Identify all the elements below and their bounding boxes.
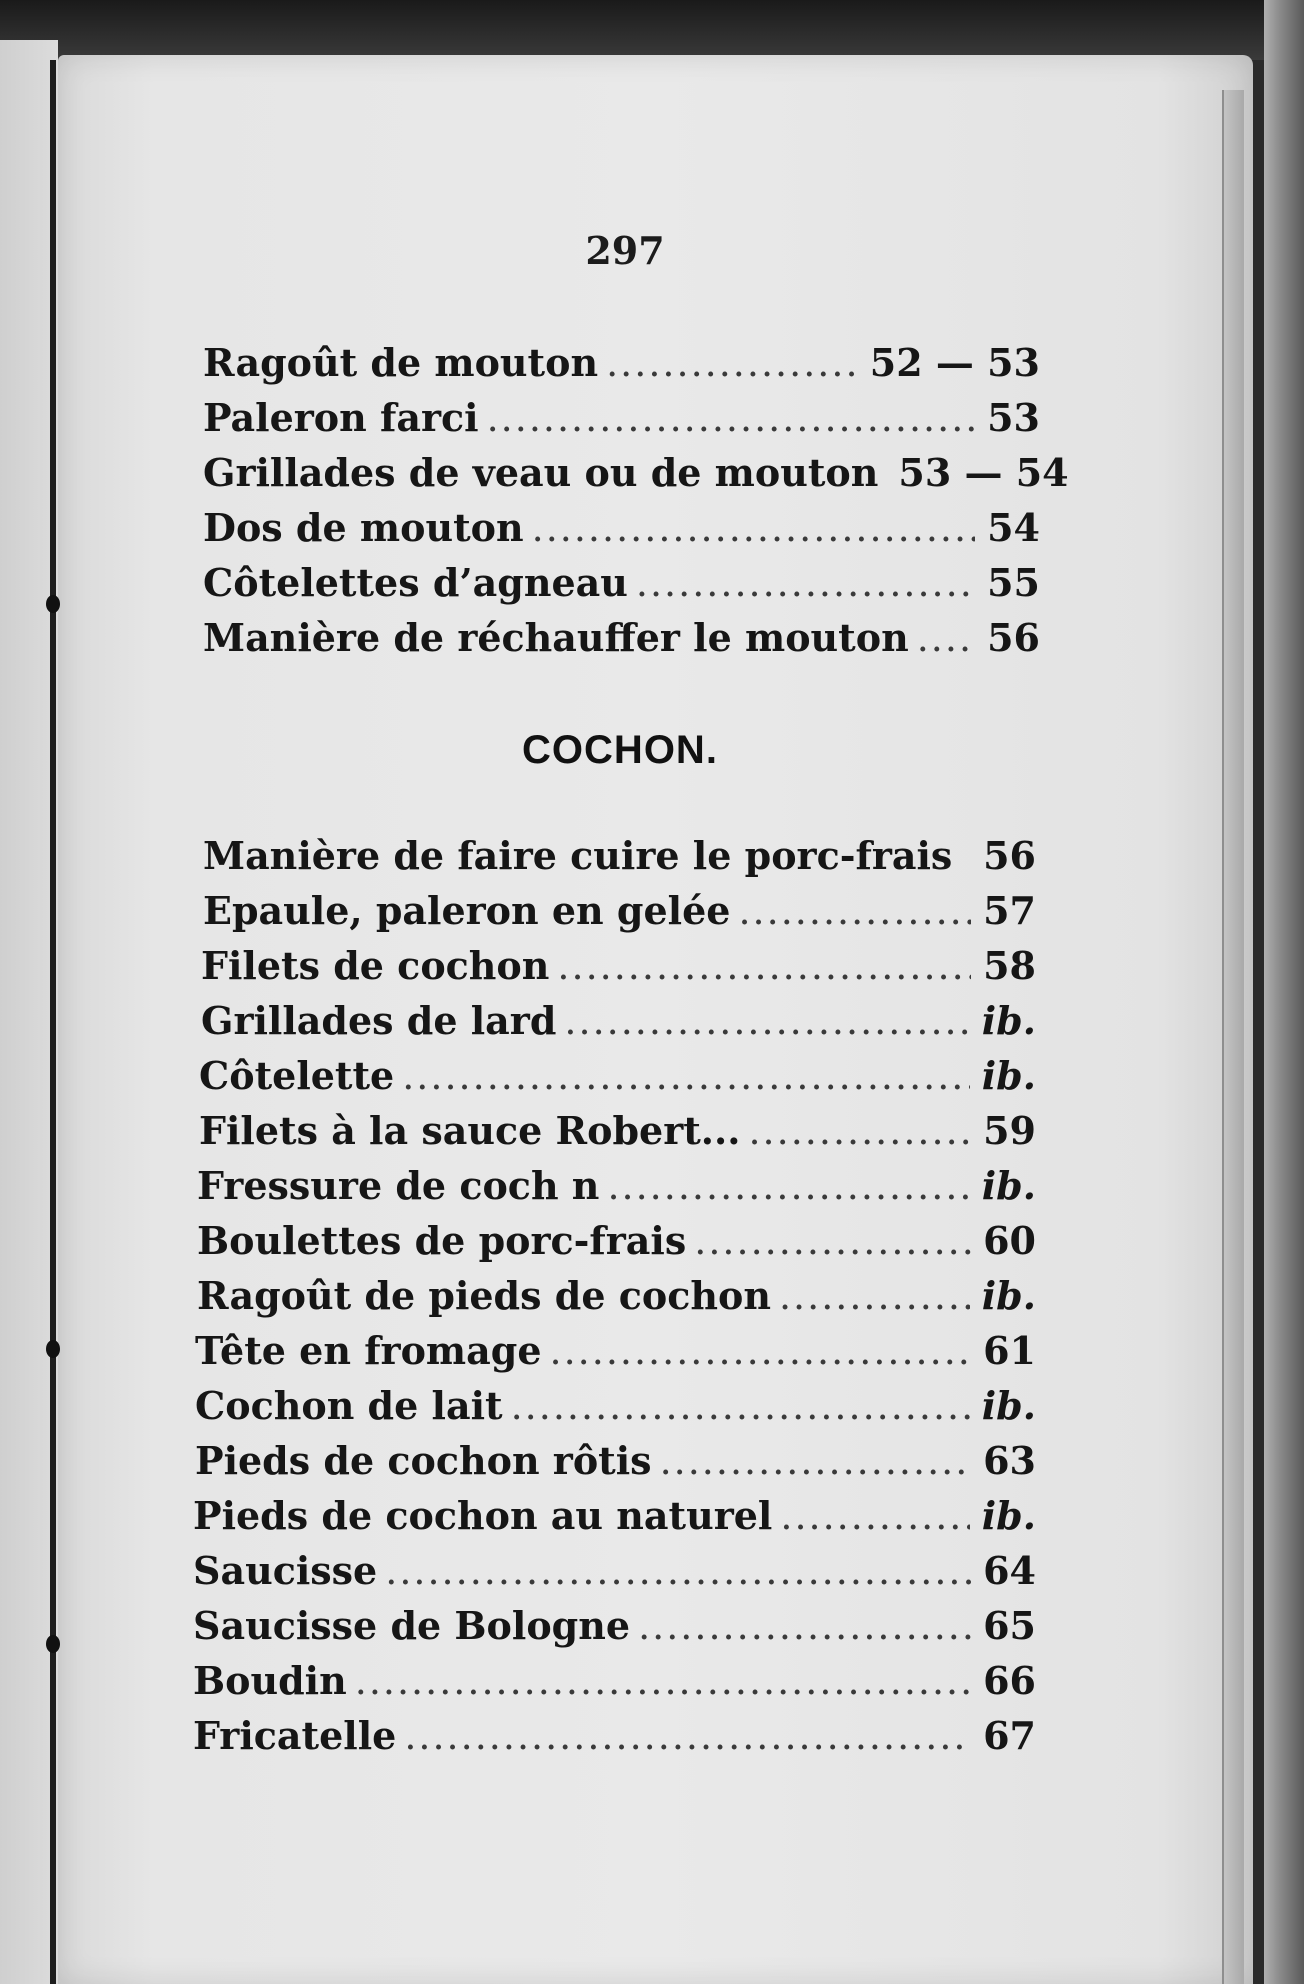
entry-title: Saucisse <box>193 1548 378 1593</box>
binding-knot <box>46 1340 60 1358</box>
index-entry <box>203 505 1040 555</box>
entry-title: Filets de cochon <box>201 943 550 988</box>
entry-page-ref: ib. <box>981 1273 1036 1318</box>
binding-knot <box>46 595 60 613</box>
index-entry <box>193 1493 1036 1543</box>
dot-leader <box>779 1274 970 1318</box>
entry-title: Fressure de coch n <box>197 1163 600 1208</box>
index-entry <box>201 943 1036 993</box>
entry-title: Tête en fromage <box>195 1328 542 1373</box>
entry-page-ref: 64 <box>983 1548 1036 1593</box>
index-entry <box>203 560 1040 610</box>
index-entry <box>199 1053 1036 1103</box>
binding-thread <box>50 60 56 1984</box>
section-heading: COCHON. <box>522 728 718 772</box>
dot-leader <box>748 1109 971 1153</box>
book-edge <box>1264 0 1304 1984</box>
dot-leader <box>606 341 858 385</box>
dot-leader <box>404 1714 971 1758</box>
dot-leader <box>557 944 971 988</box>
entry-page-ref: 53 — 54 <box>898 450 1069 495</box>
index-entry <box>203 450 1069 500</box>
entry-title: Pieds de cochon au naturel <box>193 1493 773 1538</box>
entry-title: Grillades de veau ou de mouton <box>203 450 879 495</box>
entry-title: Saucisse de Bologne <box>193 1603 631 1648</box>
entry-title: Manière de réchauffer le mouton <box>203 615 909 660</box>
entry-title: Manière de faire cuire le porc-frais <box>203 833 953 878</box>
entry-page-ref: ib. <box>981 1053 1036 1098</box>
dot-leader <box>738 889 971 933</box>
index-entry <box>199 1108 1036 1158</box>
entry-page-ref: 67 <box>983 1713 1036 1758</box>
entry-title: Cochon de lait <box>195 1383 503 1428</box>
entry-title: Fricatelle <box>193 1713 397 1758</box>
dot-leader <box>917 616 975 660</box>
entry-title: Boudin <box>193 1658 347 1703</box>
entry-page-ref: 54 <box>987 505 1040 550</box>
entry-page-ref: 66 <box>983 1658 1036 1703</box>
page-number: 297 <box>585 228 665 273</box>
entry-title: Ragoût de pieds de cochon <box>197 1273 771 1318</box>
index-entry <box>193 1658 1036 1708</box>
index-entry <box>193 1713 1036 1763</box>
entry-page-ref: 61 <box>983 1328 1036 1373</box>
entry-page-ref: 56 <box>987 615 1040 660</box>
entry-title: Dos de mouton <box>203 505 524 550</box>
entry-title: Côtelettes d’agneau <box>203 560 628 605</box>
entry-page-ref: ib. <box>981 1163 1036 1208</box>
index-entry <box>197 1273 1036 1323</box>
entry-page-ref: 63 <box>983 1438 1036 1483</box>
index-entry <box>193 1603 1036 1653</box>
dot-leader <box>638 1604 971 1648</box>
dot-leader <box>780 1494 969 1538</box>
dot-leader <box>402 1054 970 1098</box>
entry-page-ref: 53 <box>987 395 1040 440</box>
entry-page-ref: 57 <box>983 888 1036 933</box>
entry-page-ref: ib. <box>981 998 1036 1043</box>
dot-leader <box>607 1164 969 1208</box>
entry-page-ref: 58 <box>983 943 1036 988</box>
index-entry <box>195 1383 1036 1433</box>
entry-title: Epaule, paleron en gelée <box>203 888 731 933</box>
index-entry <box>203 833 1036 883</box>
entry-page-ref: 55 <box>987 560 1040 605</box>
dot-leader <box>385 1549 971 1593</box>
entry-title: Ragoût de mouton <box>203 340 599 385</box>
dot-leader <box>355 1659 971 1703</box>
entry-title: Boulettes de porc-frais <box>197 1218 687 1263</box>
scan-background <box>0 0 1304 60</box>
dot-leader <box>532 506 976 550</box>
index-entry <box>197 1218 1036 1268</box>
entry-page-ref: 56 <box>983 833 1036 878</box>
index-entry <box>203 395 1040 445</box>
entry-title: Pieds de cochon rôtis <box>195 1438 652 1483</box>
entry-page-ref: 60 <box>983 1218 1036 1263</box>
dot-leader <box>511 1384 970 1428</box>
entry-page-ref: 65 <box>983 1603 1036 1648</box>
entry-page-ref: 59 <box>983 1108 1036 1153</box>
entry-page-ref: 52 — 53 <box>869 340 1040 385</box>
index-entry <box>203 615 1040 665</box>
dot-leader <box>636 561 975 605</box>
entry-title: Grillades de lard <box>201 998 557 1043</box>
index-entry <box>195 1328 1036 1378</box>
entry-title: Paleron farci <box>203 395 479 440</box>
index-entry <box>203 888 1036 938</box>
dot-leader <box>660 1439 972 1483</box>
entry-page-ref: ib. <box>981 1383 1036 1428</box>
page-edge <box>1222 90 1244 1984</box>
entry-title: Filets à la sauce Robert... <box>199 1108 741 1153</box>
entry-page-ref: ib. <box>981 1493 1036 1538</box>
index-entry <box>201 998 1036 1048</box>
index-entry <box>195 1438 1036 1488</box>
index-entry <box>203 340 1040 390</box>
dot-leader <box>564 999 969 1043</box>
index-entry <box>193 1548 1036 1598</box>
dot-leader <box>550 1329 972 1373</box>
entry-title: Côtelette <box>199 1053 395 1098</box>
index-entry <box>197 1163 1036 1213</box>
dot-leader <box>694 1219 971 1263</box>
binding-knot <box>46 1635 60 1653</box>
dot-leader <box>487 396 976 440</box>
